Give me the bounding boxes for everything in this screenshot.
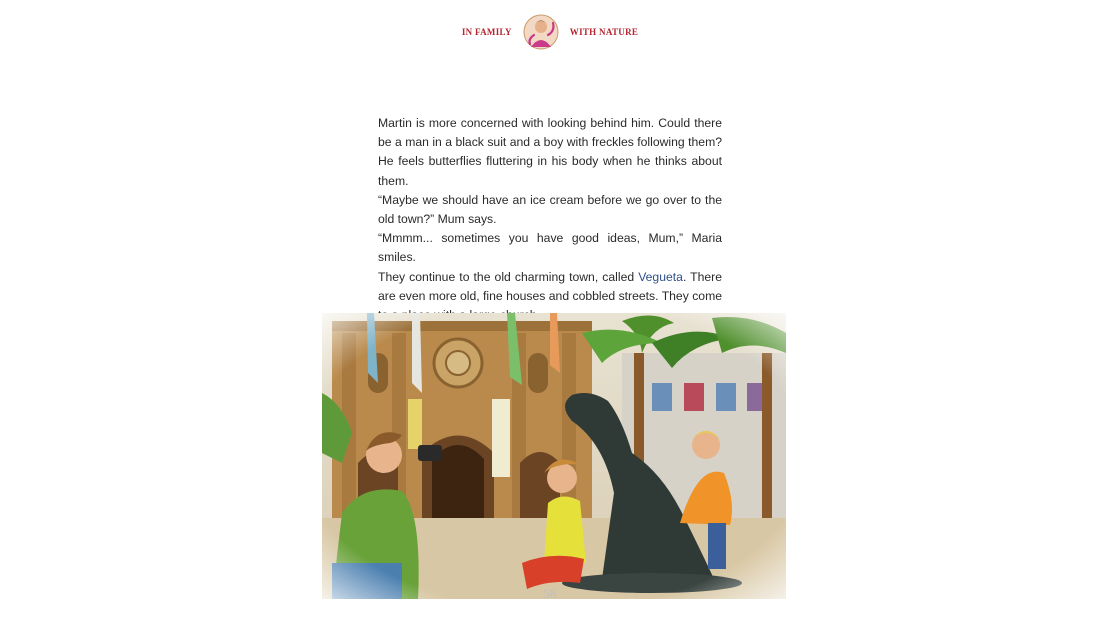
header-left-text: IN FAMILY [461,27,512,37]
page-header [0,12,1100,52]
paragraph-2: “Maybe we should have an ice cream before we go over to the old town?” Mum says. [378,192,722,227]
paragraph-4-start: They continue to the old charming town, called [378,269,639,284]
story-text [378,114,722,325]
story-illustration [322,313,786,599]
child-emblem-icon [522,13,560,51]
paragraph-4-end: . There are even more old, fine houses and cobbled streets. They come [378,269,723,303]
paragraph-1: Martin is more concerned with looking behind him. Could there be a man in a black suit and a boy with freckles following them? He feels butterflies fluttering in his body when he thinks about them. [378,116,722,188]
page-number: 58 [543,586,557,601]
place-name-vegueta: Vegueta [638,269,683,284]
paragraph-3: “Mmmm... sometimes you have good ideas, Mum,” Maria smiles. [378,231,722,265]
header-right-text: WITH NATURE [569,27,639,37]
